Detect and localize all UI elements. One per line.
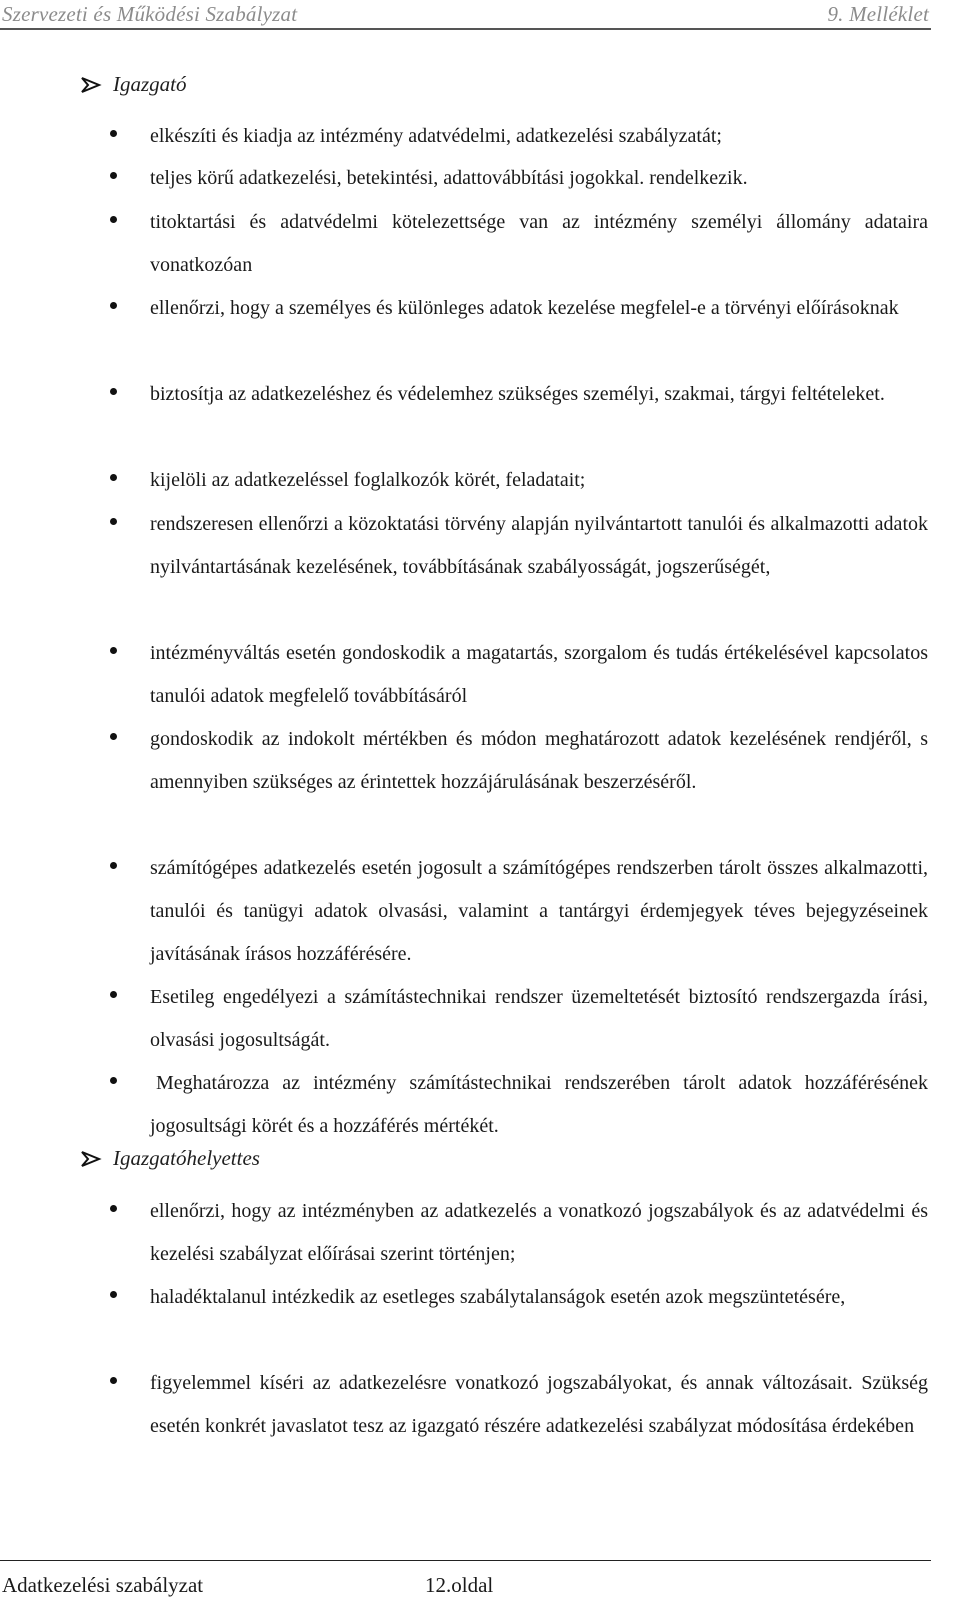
page-number: 12.oldal: [425, 1573, 494, 1597]
list-item-text: kijelöli az adatkezeléssel foglalkozók körét, feladatait;: [150, 469, 586, 491]
header-appendix: 9. Melléklet: [827, 2, 929, 26]
bullet-icon: [110, 172, 117, 179]
list-item-text: gondoskodik az indokolt mértékben és módon meghatározott adatok kezelésének rendjéről, s amennyiben szükséges az érintettek hozzájárulásának beszerzéséről.: [150, 728, 928, 793]
section-title: Igazgató: [113, 72, 187, 96]
bullet-icon: [110, 1205, 117, 1212]
arrowhead-bullet-icon: [80, 76, 102, 94]
list-item-text: ellenőrzi, hogy a személyes és különleges adatok kezelése megfelel-e a törvényi előírásoknak: [150, 297, 899, 319]
bullet-icon: [110, 130, 117, 137]
list-item-text: haladéktalanul intézkedik az esetleges szabálytalanságok esetén azok megszüntetésére,: [150, 1286, 846, 1308]
list-item-text: biztosítja az adatkezeléshez és védelemhez szükséges személyi, szakmai, tárgyi feltételeket.: [150, 383, 885, 405]
list-item-text: titoktartási és adatvédelmi kötelezettsége van az intézmény személyi állomány adataira vonatkozóan: [150, 211, 928, 276]
list-item-text: rendszeresen ellenőrzi a közoktatási törvény alapján nyilvántartott tanulói és alkalmazotti adatok nyilvántartásának kezelésének, továbbításának szabályosságát, jogszerűségét,: [150, 513, 928, 578]
bullet-icon: [110, 647, 117, 654]
bullet-icon: [110, 1377, 117, 1384]
header-title: Szervezeti és Működési Szabályzat: [2, 2, 298, 26]
list-item-text: teljes körű adatkezelési, betekintési, adattovábbítási jogokkal. rendelkezik.: [150, 167, 748, 189]
list-item-text: intézményváltás esetén gondoskodik a magatartás, szorgalom és tudás értékelésével kapcsolatos tanulói adatok megfelelő továbbításáról: [150, 642, 928, 707]
bullet-icon: [110, 216, 117, 223]
arrowhead-bullet-icon: [80, 1150, 102, 1168]
bullet-icon: [110, 733, 117, 740]
bullet-icon: [110, 474, 117, 481]
bullet-icon: [110, 991, 117, 998]
bullet-icon: [110, 1291, 117, 1298]
bullet-icon: [110, 1077, 117, 1084]
bullet-icon: [110, 862, 117, 869]
list-item-text: Meghatározza az intézmény számítástechnikai rendszerében tárolt adatok hozzáférésének jogosultsági körét és a hozzáférés mértékét.: [150, 1072, 928, 1137]
list-item-text: figyelemmel kíséri az adatkezelésre vonatkozó jogszabályokat, és annak változásait. Szükség esetén konkrét javaslatot tesz az igazgató részére adatkezelési szabályzat módosítása érdekében: [150, 1372, 928, 1437]
page-footer: [0, 1560, 931, 1618]
list-item-text: ellenőrzi, hogy az intézményben az adatkezelés a vonatkozó jogszabályok és az adatvédelmi és kezelési szabályzat előírásai szerint történjen;: [150, 1200, 928, 1265]
list-item-text: elkészíti és kiadja az intézmény adatvédelmi, adatkezelési szabályzatát;: [150, 125, 722, 147]
bullet-icon: [110, 518, 117, 525]
section-title: Igazgatóhelyettes: [113, 1146, 260, 1170]
bullet-icon: [110, 302, 117, 309]
bullet-icon: [110, 388, 117, 395]
list-item-text: számítógépes adatkezelés esetén jogosult a számítógépes rendszerben tárolt összes alkalmazotti, tanulói és tanügyi adatok olvasási, valamint a tantárgyi érdemjegyek téves bejegyzéseinek javításának írásos hozzáférésére.: [150, 857, 928, 965]
list-item-text: Esetileg engedélyezi a számítástechnikai rendszer üzemeltetését biztosító rendszergazda írási, olvasási jogosultságát.: [150, 986, 928, 1051]
footer-document-title: Adatkezelési szabályzat: [2, 1573, 204, 1597]
page-header: [0, 0, 931, 30]
